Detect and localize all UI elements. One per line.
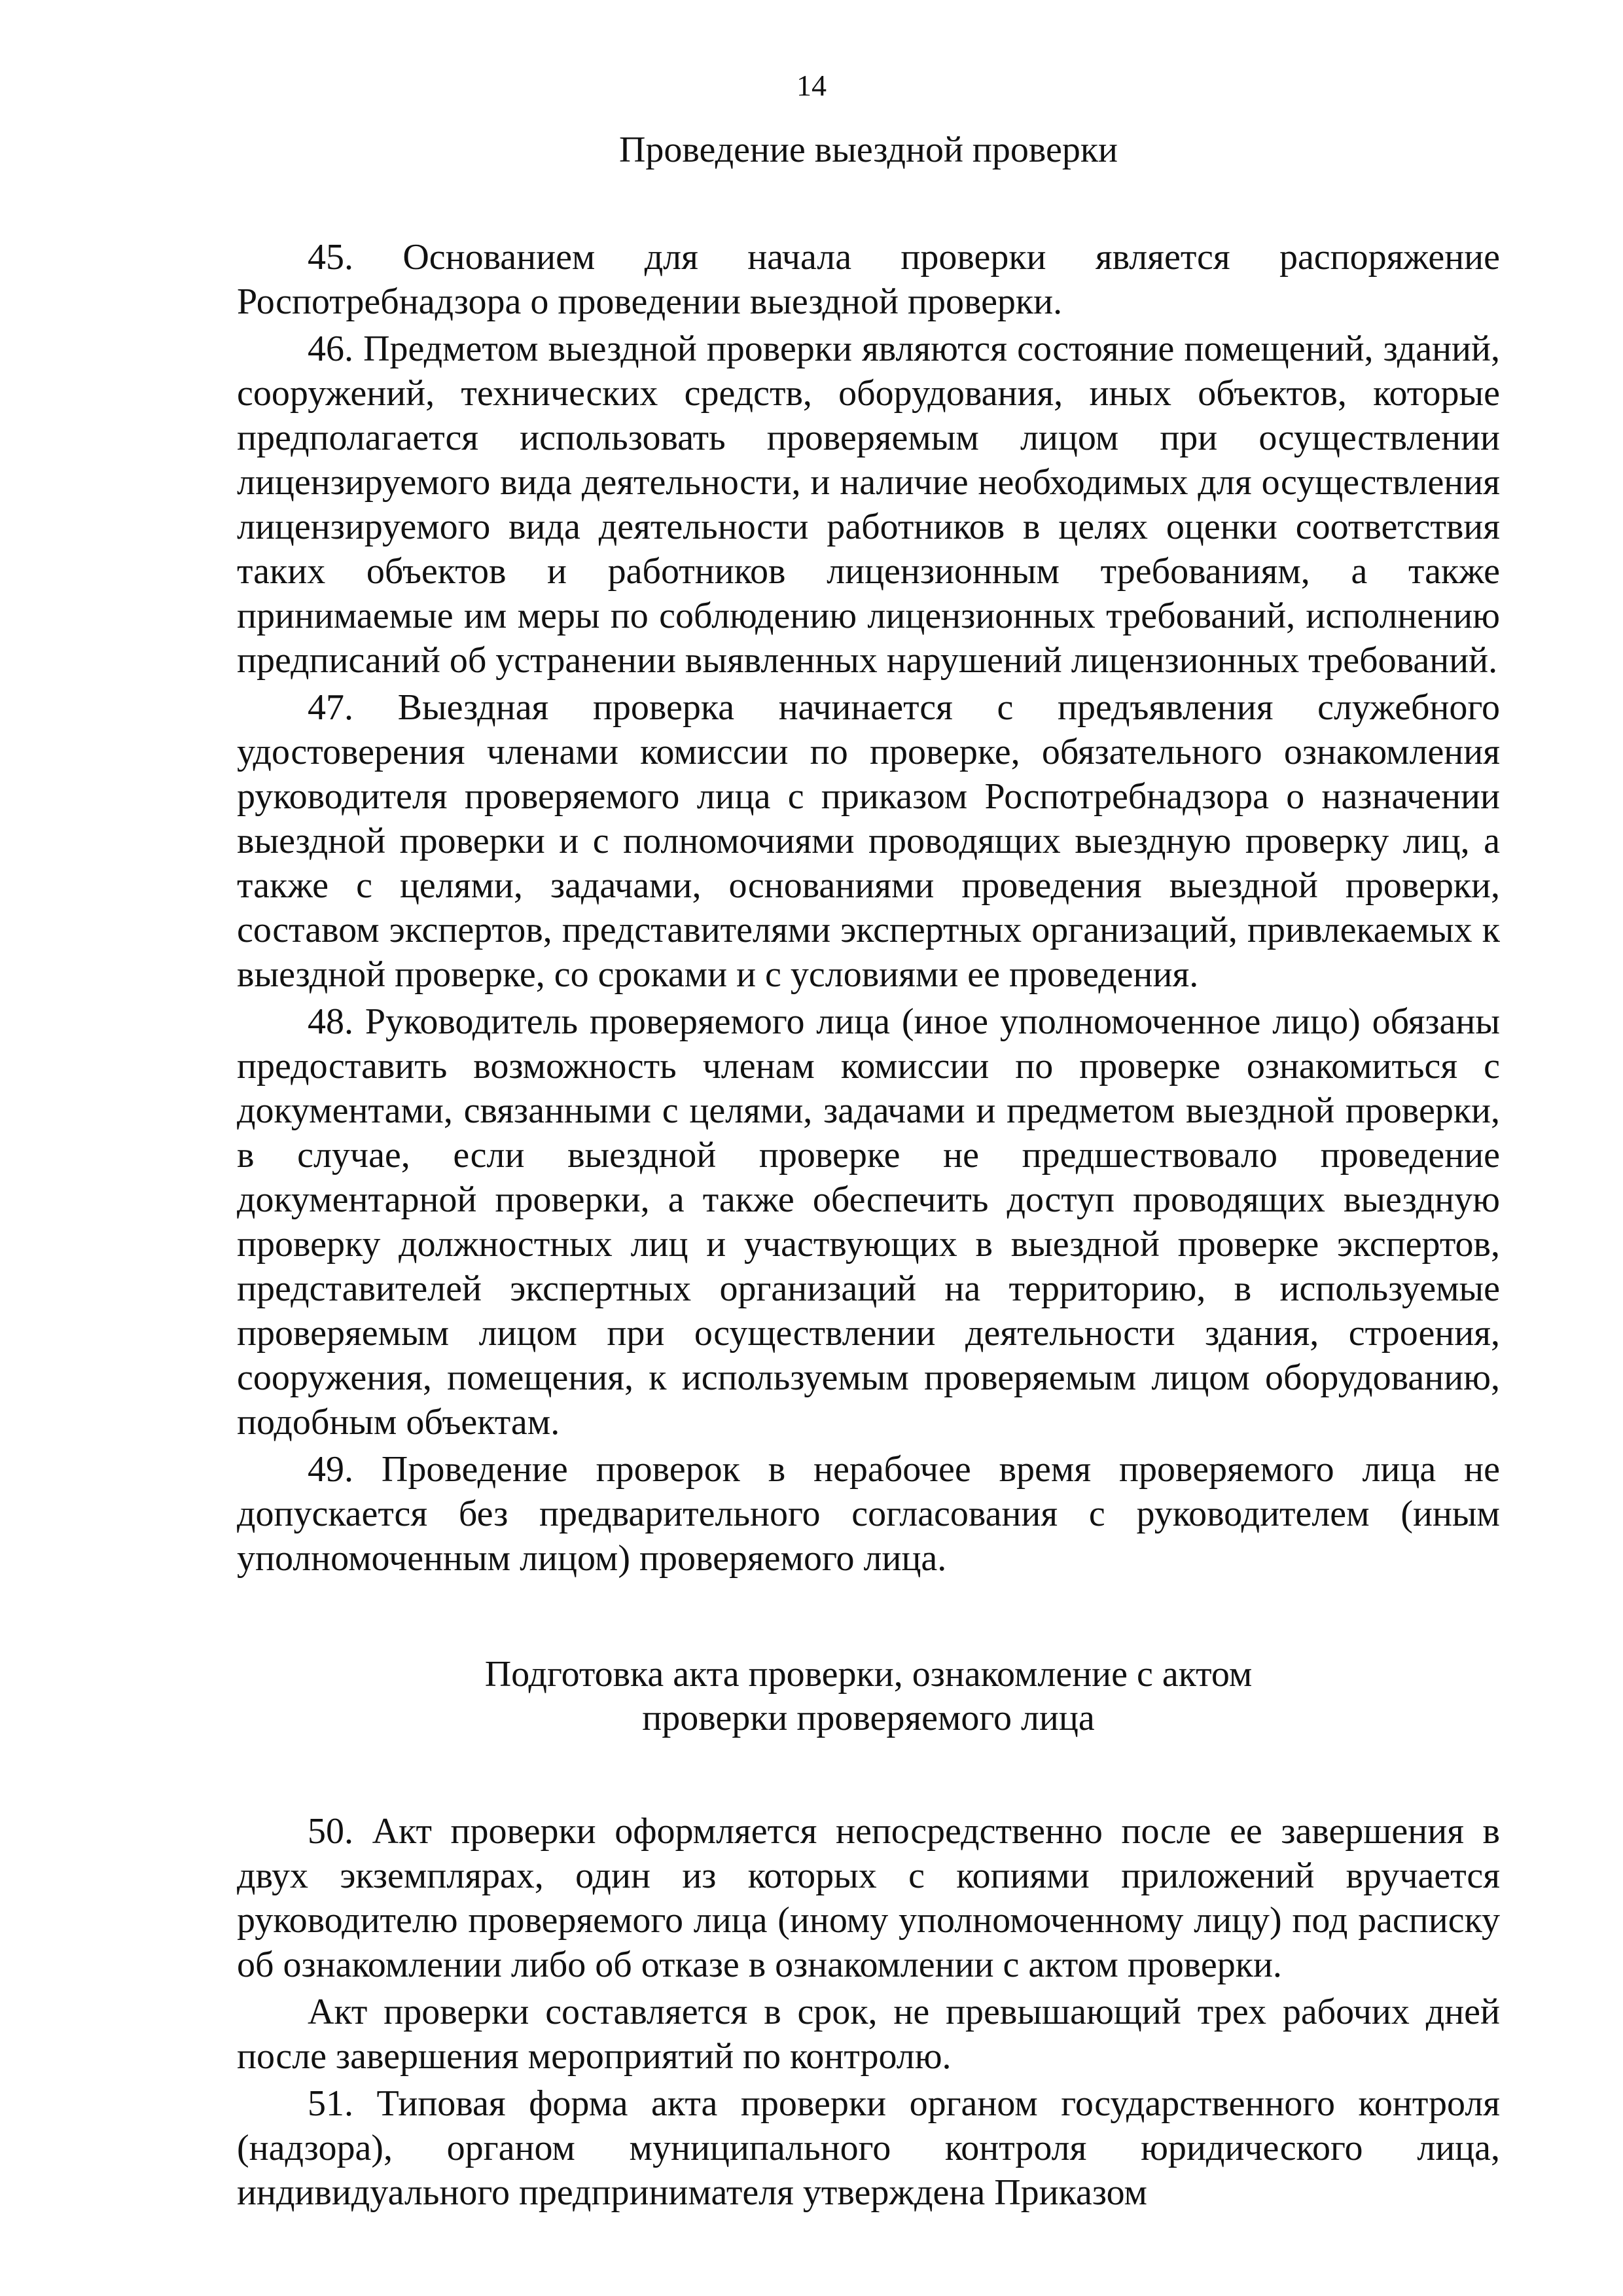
page-number: 14	[796, 69, 827, 102]
document-body	[237, 128, 1500, 2215]
section-heading-line-1: Подготовка акта проверки, ознакомление с актом	[484, 1654, 1253, 1695]
section-heading-inspection-act	[237, 1653, 1500, 1740]
section-heading-onsite-inspection: Проведение выездной проверки	[618, 130, 1118, 170]
paragraph-49: 49. Проведение проверок в нерабочее время проверяемого лица не допускается без предварительного согласования с руководителем (иным уполномоченным лицом) проверяемого лица.	[237, 1449, 1500, 1579]
paragraph-46: 46. Предметом выездной проверки являются состояние помещений, зданий, сооружений, технических средств, оборудования, иных объектов, которые предполагается использовать проверяемым лицом при осуществлении лицензируемого вида деятельности, и наличие необходимых для осуществления лицензируемого вида деятельности работников в целях оценки соответствия таких объектов и работников лицензионным требованиям, а также принимаемые им меры по соблюдению лицензионных требований, исполнению предписаний об устранении выявленных нарушений лицензионных требований.	[237, 329, 1500, 681]
paragraph-50-continued: Акт проверки составляется в срок, не превышающий трех рабочих дней после завершения мероприятий по контролю.	[237, 1991, 1500, 2077]
paragraph-51: 51. Типовая форма акта проверки органом государственного контроля (надзора), органом муниципального контроля юридического лица, индивидуального предпринимателя утверждена Приказом	[237, 2083, 1500, 2213]
paragraph-50: 50. Акт проверки оформляется непосредственно после ее завершения в двух экземплярах, один из которых с копиями приложений вручается руководителю проверяемого лица (иному уполномоченному лицу) под расписку об ознакомлении либо об отказе в ознакомлении с актом проверки.	[237, 1810, 1500, 1985]
paragraph-45: 45. Основанием для начала проверки является распоряжение Роспотребнадзора о проведении выездной проверки.	[237, 237, 1500, 323]
paragraph-47: 47. Выездная проверка начинается с предъявления служебного удостоверения членами комиссии по проверке, обязательного ознакомления руководителя проверяемого лица с приказом Роспотребнадзора о назначении выездной проверки и с полномочиями проводящих выездную проверку лиц, а также с целями, задачами, основаниями проведения выездной проверки, составом экспертов, представителями экспертных организаций, привлекаемых к выездной проверке, со сроками и с условиями ее проведения.	[237, 687, 1500, 996]
paragraph-48: 48. Руководитель проверяемого лица (иное уполномоченное лицо) обязаны предоставить возможность членам комиссии по проверке ознакомиться с документами, связанными с целями, задачами и предметом выездной проверки, в случае, если выездной проверке не предшествовало проведение документарной проверки, а также обеспечить доступ проводящих выездную проверку должностных лиц и участвующих в выездной проверке экспертов, представителей экспертных организаций на территорию, в используемые проверяемым лицом при осуществлении деятельности здания, строения, сооружения, помещения, к используемым проверяемым лицом оборудованию, подобным объектам.	[237, 1001, 1500, 1443]
section-heading-line-2: проверки проверяемого лица	[642, 1698, 1095, 1739]
